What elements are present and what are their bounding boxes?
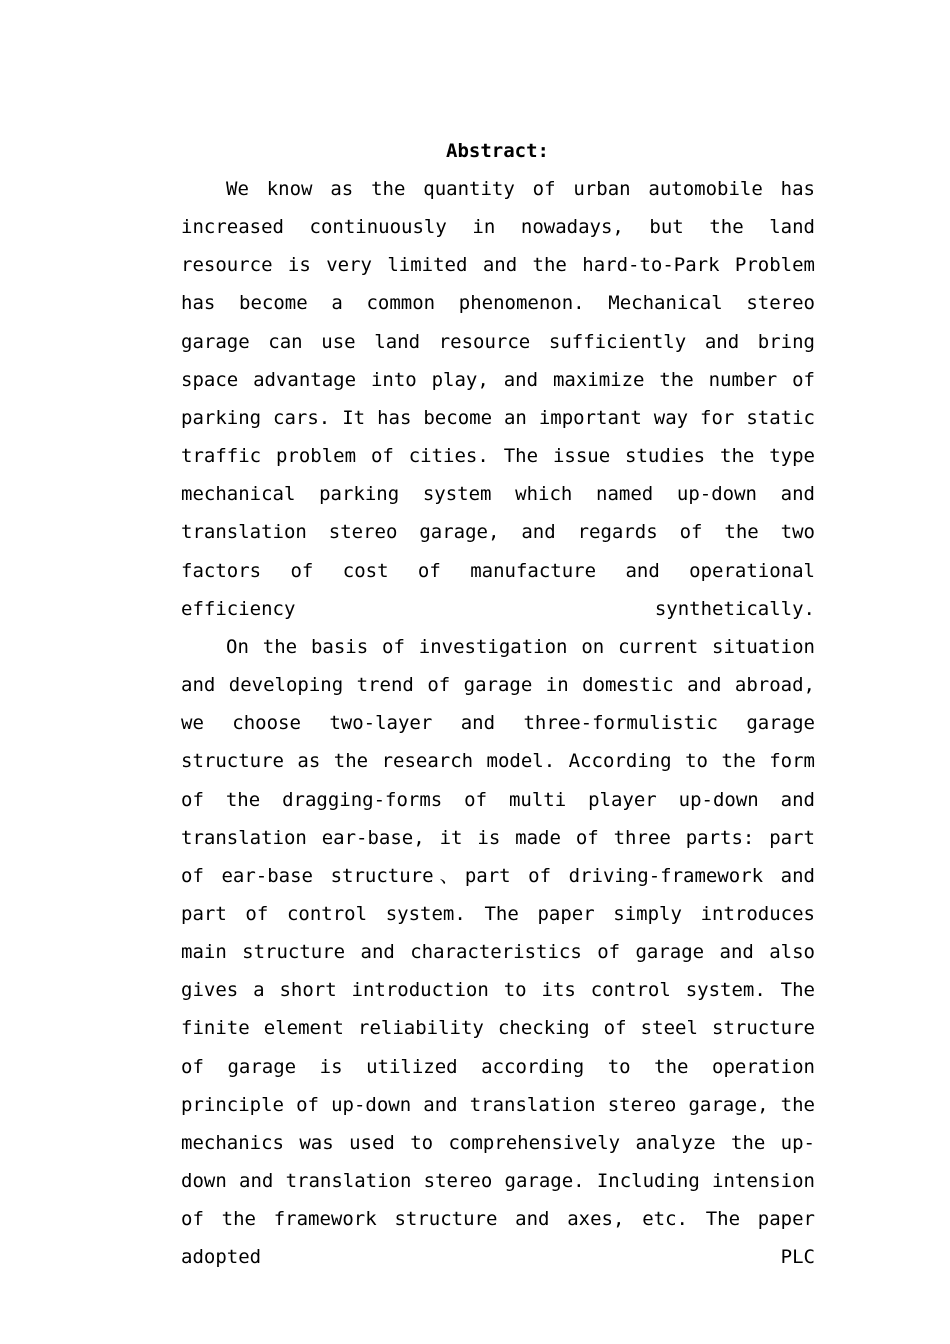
abstract-paragraph-2: On the basis of investigation on current situation and developing trend of garage in domestic and abroad, we choose two-layer and three-formulistic garage structure as the research model. According to the form of the dragging-forms of multi player up-down and translation ear-base, it is made of three parts: part of ear-base structure、part of driving-framework and part of control system. The paper simply introduces main structure and characteristics of garage and also gives a short introduction to its control system. The finite element reliability checking of steel structure of garage is utilized according to the operation principle of up-down and translation stereo garage, the mechanics was used to comprehensively analyze the up-down and translation stereo garage. Including intension of the framework structure and axes, etc. The paper adopted PLC xyxy=(181,635,815,1269)
abstract-body xyxy=(181,170,815,1277)
abstract-title: Abstract: xyxy=(446,140,549,162)
abstract-paragraph-1: We know as the quantity of urban automobile has increased continuously in nowadays, but the land resource is very limited and the hard-to-Park Problem has become a common phenomenon. Mechanical stereo garage can use land resource sufficiently and bring space advantage into play, and maximize the number of parking cars. It has become an important way for static traffic problem of cities. The issue studies the type mechanical parking system which named up-down and translation stereo garage, and regards of the two factors of cost of manufacture and operational efficiency synthetically. xyxy=(181,178,815,620)
